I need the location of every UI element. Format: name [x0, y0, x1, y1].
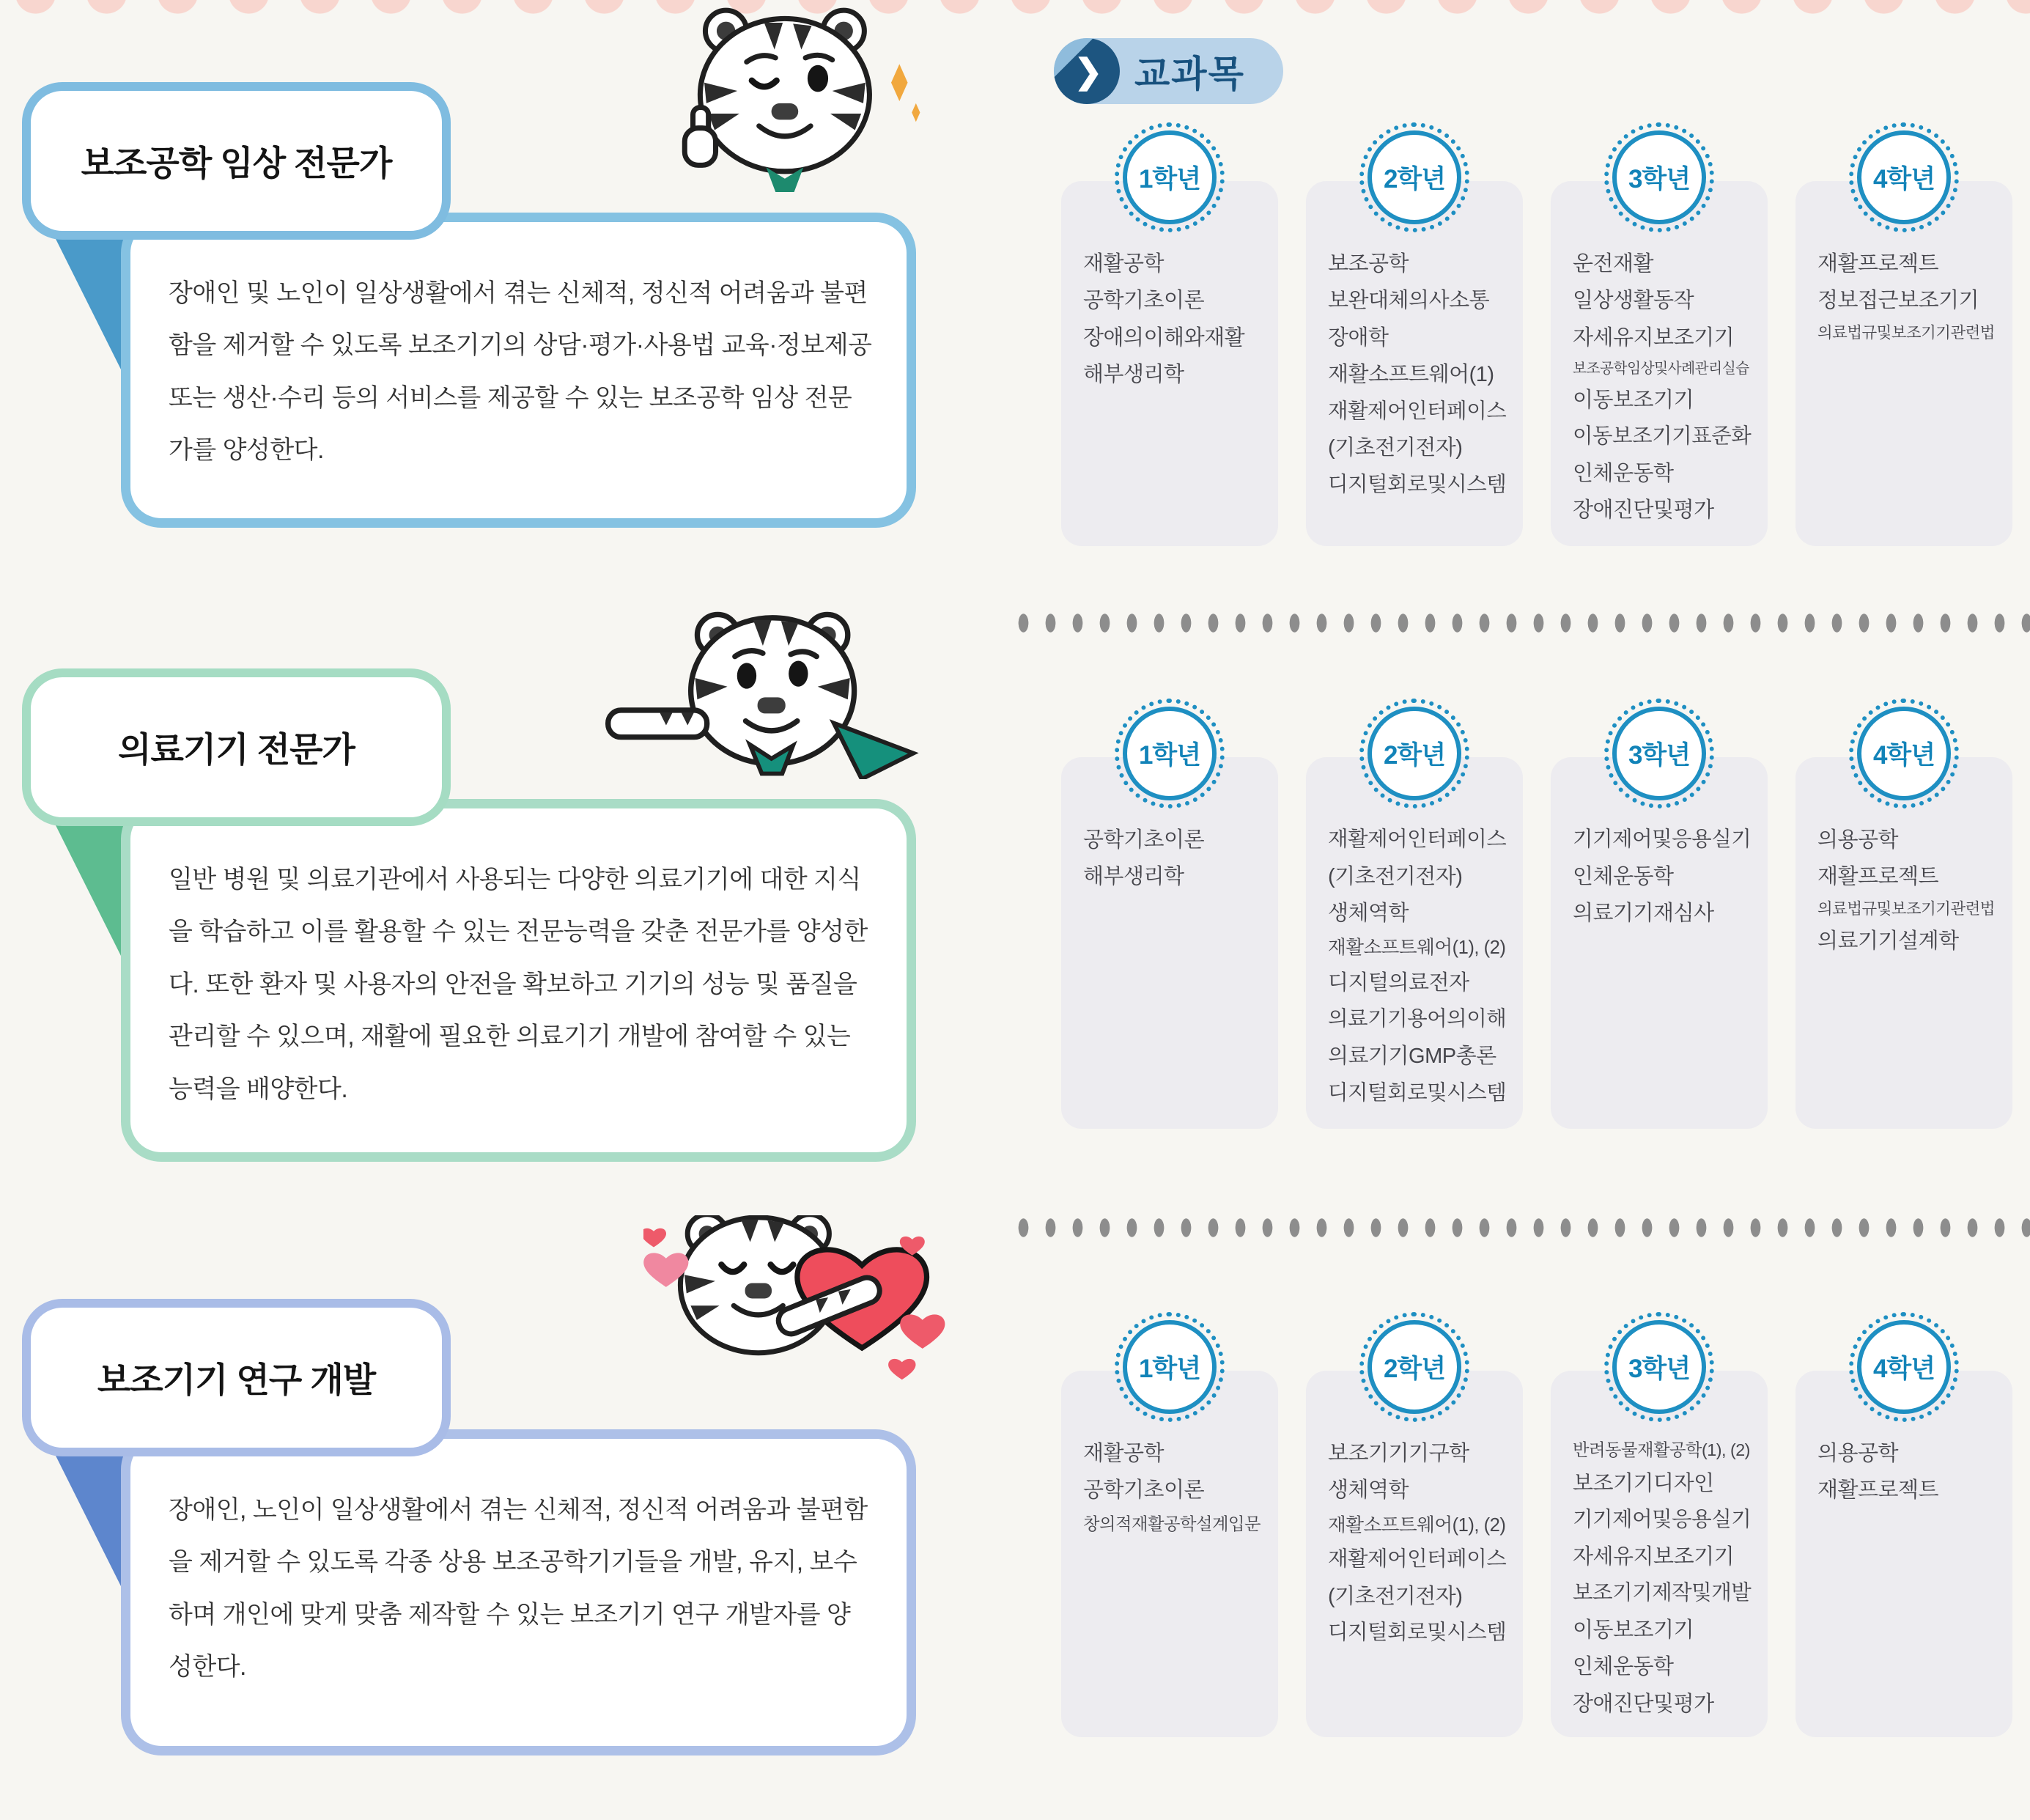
course-item: 공학기초이론 — [1083, 828, 1205, 852]
career-description: 일반 병원 및 의료기관에서 사용되는 다양한 의료기기에 대한 지식을 학습하고 이를 활용할 수 있는 전문능력을 갖춘 전문가를 양성한다. 또한 환자 및 사용자의 안전을 확보하고 기기의 성능 및 품질을 관리할 수 있으며, 재활에 필요한 의료기기 개발에 참여할 수 있는 능력을 배양한다. — [169, 866, 868, 1103]
course-card-year4 — [1795, 1355, 2012, 1737]
course-item: 디지털회로및시스템 — [1328, 472, 1507, 496]
course-card-year3 — [1551, 165, 1768, 546]
bubble-tail — [50, 1444, 123, 1591]
year-badge — [1115, 122, 1225, 232]
course-item: 이동보조기기 — [1573, 388, 1694, 412]
course-item: 디지털의료전자 — [1328, 971, 1469, 995]
course-item: 해부생리학 — [1083, 865, 1184, 889]
course-list — [1328, 246, 1507, 503]
course-list — [1573, 1435, 1752, 1723]
career-title: 보조기기 연구 개발 — [97, 1360, 376, 1399]
course-item: (기초전기전자) — [1328, 864, 1463, 888]
course-item: 재활공학 — [1083, 252, 1165, 276]
course-item: (기초전기전자) — [1328, 1585, 1463, 1609]
course-item: 기기제어및응용실기 — [1573, 828, 1752, 851]
course-item: 보조기기디자인 — [1573, 1471, 1714, 1495]
course-item: 재활프로젝트 — [1817, 865, 1939, 889]
bubble-tail — [50, 227, 123, 374]
course-item: 기기제어및응용실기 — [1573, 1507, 1752, 1531]
course-item: 공학기초이론 — [1083, 289, 1205, 313]
course-card-year2 — [1306, 741, 1523, 1129]
course-item: (기초전기전자) — [1328, 436, 1463, 460]
course-item: 재활제어인터페이스 — [1328, 399, 1507, 423]
course-item: 의료기기GMP총론 — [1328, 1045, 1496, 1069]
career-title: 의료기기 전문가 — [118, 730, 355, 769]
career-bubble-device-rnd — [22, 1299, 918, 1783]
year-label: 2학년 — [1383, 1355, 1446, 1383]
course-item: 의료기기용어의이해 — [1328, 1007, 1507, 1031]
course-item: 인체운동학 — [1573, 1655, 1674, 1679]
course-item: 장애의이해와재활 — [1083, 325, 1245, 350]
career-description: 장애인 및 노인이 일상생활에서 겪는 신체적, 정신적 어려움과 불편함을 제거할 수 있도록 보조기기의 상담·평가·사용법 교육·정보제공 또는 생산·수리 등의 서비스를 제공할 수 있는 보조공학 임상 전문가를 양성한다. — [169, 279, 872, 465]
career-bubble-assistive-clinical — [22, 82, 918, 551]
course-list — [1817, 1435, 1996, 1509]
course-card-year1 — [1061, 1355, 1278, 1737]
curriculum-header-label: 교과목 — [1134, 54, 1245, 95]
course-item: 재활프로젝트 — [1817, 1478, 1939, 1503]
course-item: 자세유지보조기기 — [1573, 325, 1735, 350]
year-label: 2학년 — [1383, 741, 1446, 770]
bubble-body — [121, 213, 916, 528]
year-badge — [1359, 122, 1469, 232]
course-list — [1573, 246, 1752, 529]
course-item: 의료기기설계학 — [1817, 929, 1959, 954]
year-label: 1학년 — [1138, 741, 1201, 770]
course-item: 의료법규및보조기기관련법 — [1817, 323, 1995, 342]
course-item: 자세유지보조기기 — [1573, 1544, 1735, 1569]
year-badge — [1604, 1312, 1714, 1422]
course-card-year1 — [1061, 165, 1278, 546]
dotted-separator — [1010, 1217, 2030, 1239]
course-item: 일상생활동작 — [1573, 289, 1694, 313]
year-label: 3학년 — [1628, 165, 1691, 194]
course-item: 재활소프트웨어(1), (2) — [1328, 937, 1506, 959]
curriculum-section-device-rnd — [1061, 1355, 2012, 1737]
course-card-year1 — [1061, 741, 1278, 1129]
course-item: 보조공학임상및사례관리실습 — [1573, 361, 1749, 377]
year-badge — [1849, 1312, 1959, 1422]
curriculum-header — [1054, 38, 1283, 104]
course-list — [1573, 822, 1752, 932]
scalloped-top-border — [0, 0, 2030, 23]
course-item: 보조기기제작및개발 — [1573, 1581, 1752, 1605]
course-item: 이동보조기기 — [1573, 1618, 1694, 1642]
year-label: 1학년 — [1138, 1355, 1201, 1383]
year-badge — [1359, 1312, 1469, 1422]
chevron-right-icon: ❯ — [1054, 38, 1120, 104]
course-list — [1083, 1435, 1262, 1539]
dotted-separator — [1010, 612, 2030, 634]
course-item: 인체운동학 — [1573, 864, 1674, 888]
course-item: 생체역학 — [1328, 1478, 1409, 1503]
course-item: 인체운동학 — [1573, 461, 1674, 485]
year-badge — [1359, 699, 1469, 808]
year-label: 4학년 — [1872, 165, 1935, 194]
career-title: 보조공학 임상 전문가 — [81, 144, 392, 183]
year-badge — [1115, 699, 1225, 808]
curriculum-section-assistive-clinical — [1061, 165, 2012, 546]
course-card-year3 — [1551, 1355, 1768, 1737]
year-badge — [1115, 1312, 1225, 1422]
year-label: 1학년 — [1138, 165, 1201, 194]
year-label: 3학년 — [1628, 741, 1691, 770]
career-bubble-medical-device — [22, 668, 918, 1182]
course-item: 의료기기재심사 — [1573, 902, 1714, 926]
course-item: 장애진단및평가 — [1573, 1692, 1714, 1716]
bubble-body — [121, 799, 916, 1162]
course-item: 디지털회로및시스템 — [1328, 1621, 1507, 1645]
year-badge — [1849, 699, 1959, 808]
course-card-year4 — [1795, 741, 2012, 1129]
course-list — [1083, 246, 1262, 394]
course-card-year2 — [1306, 165, 1523, 546]
course-item: 장애학 — [1328, 325, 1389, 350]
course-item: 반려동물재활공학(1), (2) — [1573, 1440, 1750, 1459]
year-label: 4학년 — [1872, 741, 1935, 770]
course-item: 디지털회로및시스템 — [1328, 1080, 1507, 1105]
course-item: 생체역학 — [1328, 902, 1409, 926]
bubble-body — [121, 1429, 916, 1755]
course-card-year2 — [1306, 1355, 1523, 1737]
career-description: 장애인, 노인이 일상생활에서 겪는 신체적, 정신적 어려움과 불편함을 제거할 수 있도록 각종 상용 보조공학기기들을 개발, 유지, 보수하며 개인에 맞게 맞춤 제작할 수 있는 보조기기 연구 개발자를 양성한다. — [169, 1496, 868, 1681]
year-label: 3학년 — [1628, 1355, 1691, 1383]
year-label: 4학년 — [1872, 1355, 1935, 1383]
course-item: 정보접근보조기기 — [1817, 289, 1979, 313]
career-title-box — [22, 82, 451, 240]
course-item: 창의적재활공학설계입문 — [1083, 1514, 1261, 1533]
course-item: 재활소프트웨어(1) — [1328, 363, 1494, 387]
course-list — [1817, 822, 1996, 960]
course-item: 재활공학 — [1083, 1442, 1165, 1465]
course-item: 공학기초이론 — [1083, 1478, 1205, 1503]
course-item: 해부생리학 — [1083, 363, 1184, 387]
bubble-tail — [50, 814, 123, 960]
year-label: 2학년 — [1383, 165, 1446, 194]
career-title-box — [22, 668, 451, 826]
curriculum-section-medical-device — [1061, 741, 2012, 1129]
course-item: 보완대체의사소통 — [1328, 289, 1490, 313]
course-item: 보조공학 — [1328, 252, 1409, 276]
course-list — [1083, 822, 1262, 896]
course-item: 운전재활 — [1573, 252, 1654, 276]
course-card-year4 — [1795, 165, 2012, 546]
course-item: 장애진단및평가 — [1573, 498, 1714, 523]
course-card-year3 — [1551, 741, 1768, 1129]
course-item: 재활제어인터페이스 — [1328, 828, 1507, 851]
course-list — [1328, 822, 1507, 1111]
course-item: 재활프로젝트 — [1817, 252, 1939, 276]
year-badge — [1604, 122, 1714, 232]
course-item: 이동보조기기표준화 — [1573, 424, 1752, 449]
course-item: 보조기기기구학 — [1328, 1442, 1469, 1465]
course-item: 의용공학 — [1817, 1442, 1899, 1465]
year-badge — [1849, 122, 1959, 232]
course-list — [1817, 246, 1996, 347]
course-item: 재활제어인터페이스 — [1328, 1547, 1507, 1572]
course-item: 의용공학 — [1817, 828, 1899, 852]
career-title-box — [22, 1299, 451, 1456]
course-item: 재활소프트웨어(1), (2) — [1328, 1514, 1506, 1536]
year-badge — [1604, 699, 1714, 808]
course-list — [1328, 1435, 1507, 1651]
course-item: 의료법규및보조기기관련법 — [1817, 899, 1995, 918]
